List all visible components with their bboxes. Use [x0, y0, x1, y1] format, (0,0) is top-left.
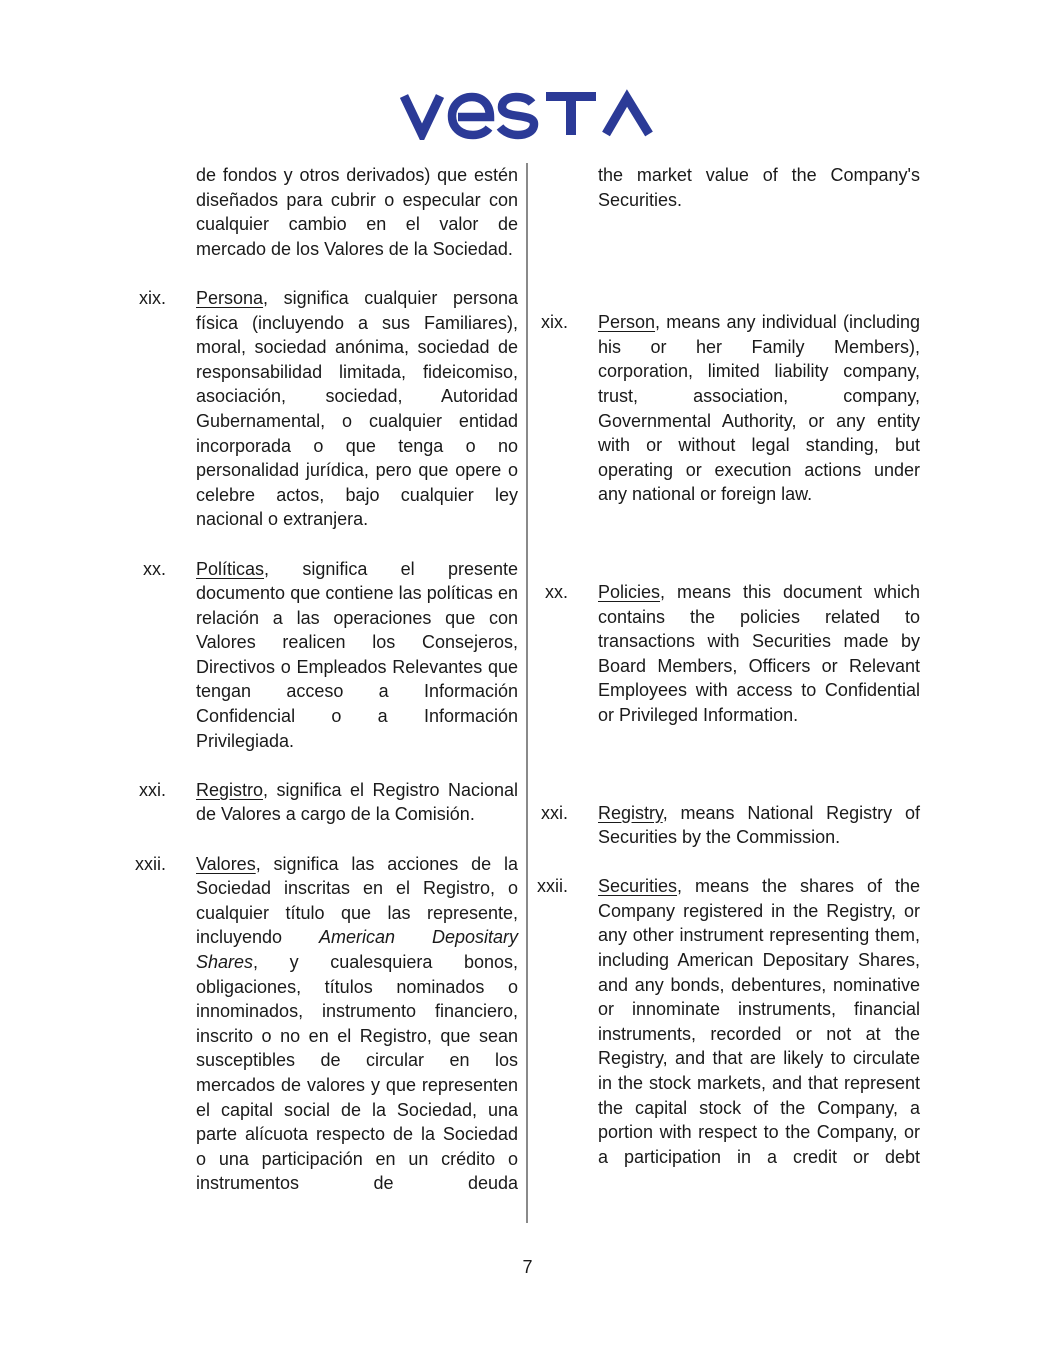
defined-term: Policies	[598, 581, 661, 602]
definition-text	[196, 286, 518, 532]
definition-body: , y cualesquiera bonos, obligaciones, títulos nominados o innominados, instrumento financiero, inscrito o no en el Registro, que sean susceptibles de circular en los mercados de valores y que representen el capital social de la Sociedad, una parte alícuota respecto de la Sociedad o una participación en un crédito o instrumentos de deuda	[196, 952, 518, 1194]
english-column	[522, 163, 922, 1194]
continuation-paragraph	[522, 163, 922, 212]
paragraph-text: de fondos y otros derivados) que estén diseñados para cubrir o especular con cualquier cambio en el valor de mercado de los Valores de la Sociedad.	[196, 165, 518, 259]
defined-term: Registry	[598, 802, 663, 823]
spanish-column	[120, 163, 520, 1221]
definition-text	[598, 580, 920, 728]
definition-item	[120, 557, 520, 754]
continuation-paragraph	[120, 163, 520, 261]
vesta-logo	[400, 84, 656, 140]
italic-term: American Depositary Shares	[196, 927, 518, 972]
definition-text	[598, 801, 920, 850]
definition-item	[522, 310, 922, 507]
definition-text	[196, 557, 518, 754]
definition-body: , means National Registry of Securities by the Commission.	[598, 802, 920, 848]
definition-item	[522, 580, 922, 728]
definition-item	[120, 286, 520, 532]
vesta-logo-icon	[400, 84, 656, 140]
definition-body: , means any individual (including his or her Family Members), corporation, limited liability company, trust, association, company, Governmental Authority, or any entity with or without legal standing, but operating or execution actions under any national or foreign law.	[598, 312, 920, 505]
item-number: xix.	[139, 287, 166, 308]
defined-term: Securities	[598, 876, 678, 897]
defined-term: Person	[598, 312, 656, 333]
definition-body: , means the shares of the Company registered in the Registry, or any other instrument representing them, including American Depositary Shares, and any bonds, debentures, nominative or innominate instruments, financial instruments, recorded or not at the Registry, and that are likely to circulate in the stock markets, and that represent the capital stock of the Company, a portion with respect to the Company, or a participation in a credit or debt	[598, 876, 920, 1167]
definition-body: , significa las acciones de la Sociedad inscritas en el Registro, o cualquier título que las represente, incluyendo	[196, 853, 518, 948]
definition-item	[120, 852, 520, 1196]
definition-item	[120, 778, 520, 827]
item-number: xxi.	[541, 802, 568, 823]
item-number: xix.	[541, 312, 568, 333]
definition-text	[598, 874, 920, 1169]
paragraph-text: the market value of the Company's Securities.	[598, 165, 920, 210]
defined-term: Valores	[196, 853, 256, 874]
definition-body: , significa el Registro Nacional de Valores a cargo de la Comisión.	[196, 779, 518, 825]
item-number: xx.	[142, 558, 166, 579]
definition-text	[196, 778, 518, 827]
definition-text	[196, 852, 518, 1196]
item-number: xxii.	[537, 876, 568, 897]
defined-term: Persona	[196, 287, 264, 308]
definition-item	[522, 874, 922, 1169]
item-number: xxi.	[139, 779, 166, 800]
defined-term: Registro	[196, 779, 264, 800]
definition-body: , significa el presente documento que contiene las políticas en relación a las operaciones que con Valores realicen los Consejeros, Directivos o Empleados Relevantes que tengan acceso a Información Confidencial o a Información Privilegiada.	[196, 558, 518, 751]
definition-body: , means this document which contains the policies related to transactions with Securities made by Board Members, Officers or Relevant Employees with access to Confidential or Privileged Information.	[598, 581, 920, 725]
definition-text	[598, 310, 920, 507]
definition-item	[522, 801, 922, 850]
page-number: 7	[522, 1257, 533, 1277]
item-number: xx.	[544, 581, 568, 602]
defined-term: Políticas	[196, 558, 265, 579]
item-number: xxii.	[135, 853, 166, 874]
definition-body: , significa cualquier persona física (incluyendo a sus Familiares), moral, sociedad anónima, sociedad de responsabilidad limitada, fideicomiso, asociación, sociedad, Autoridad Gubernamental, o cualquier entidad incorporada o que tenga o no personalidad jurídica, pero que opere o celebre actos, bajo cualquier ley nacional o extranjera.	[196, 287, 518, 530]
